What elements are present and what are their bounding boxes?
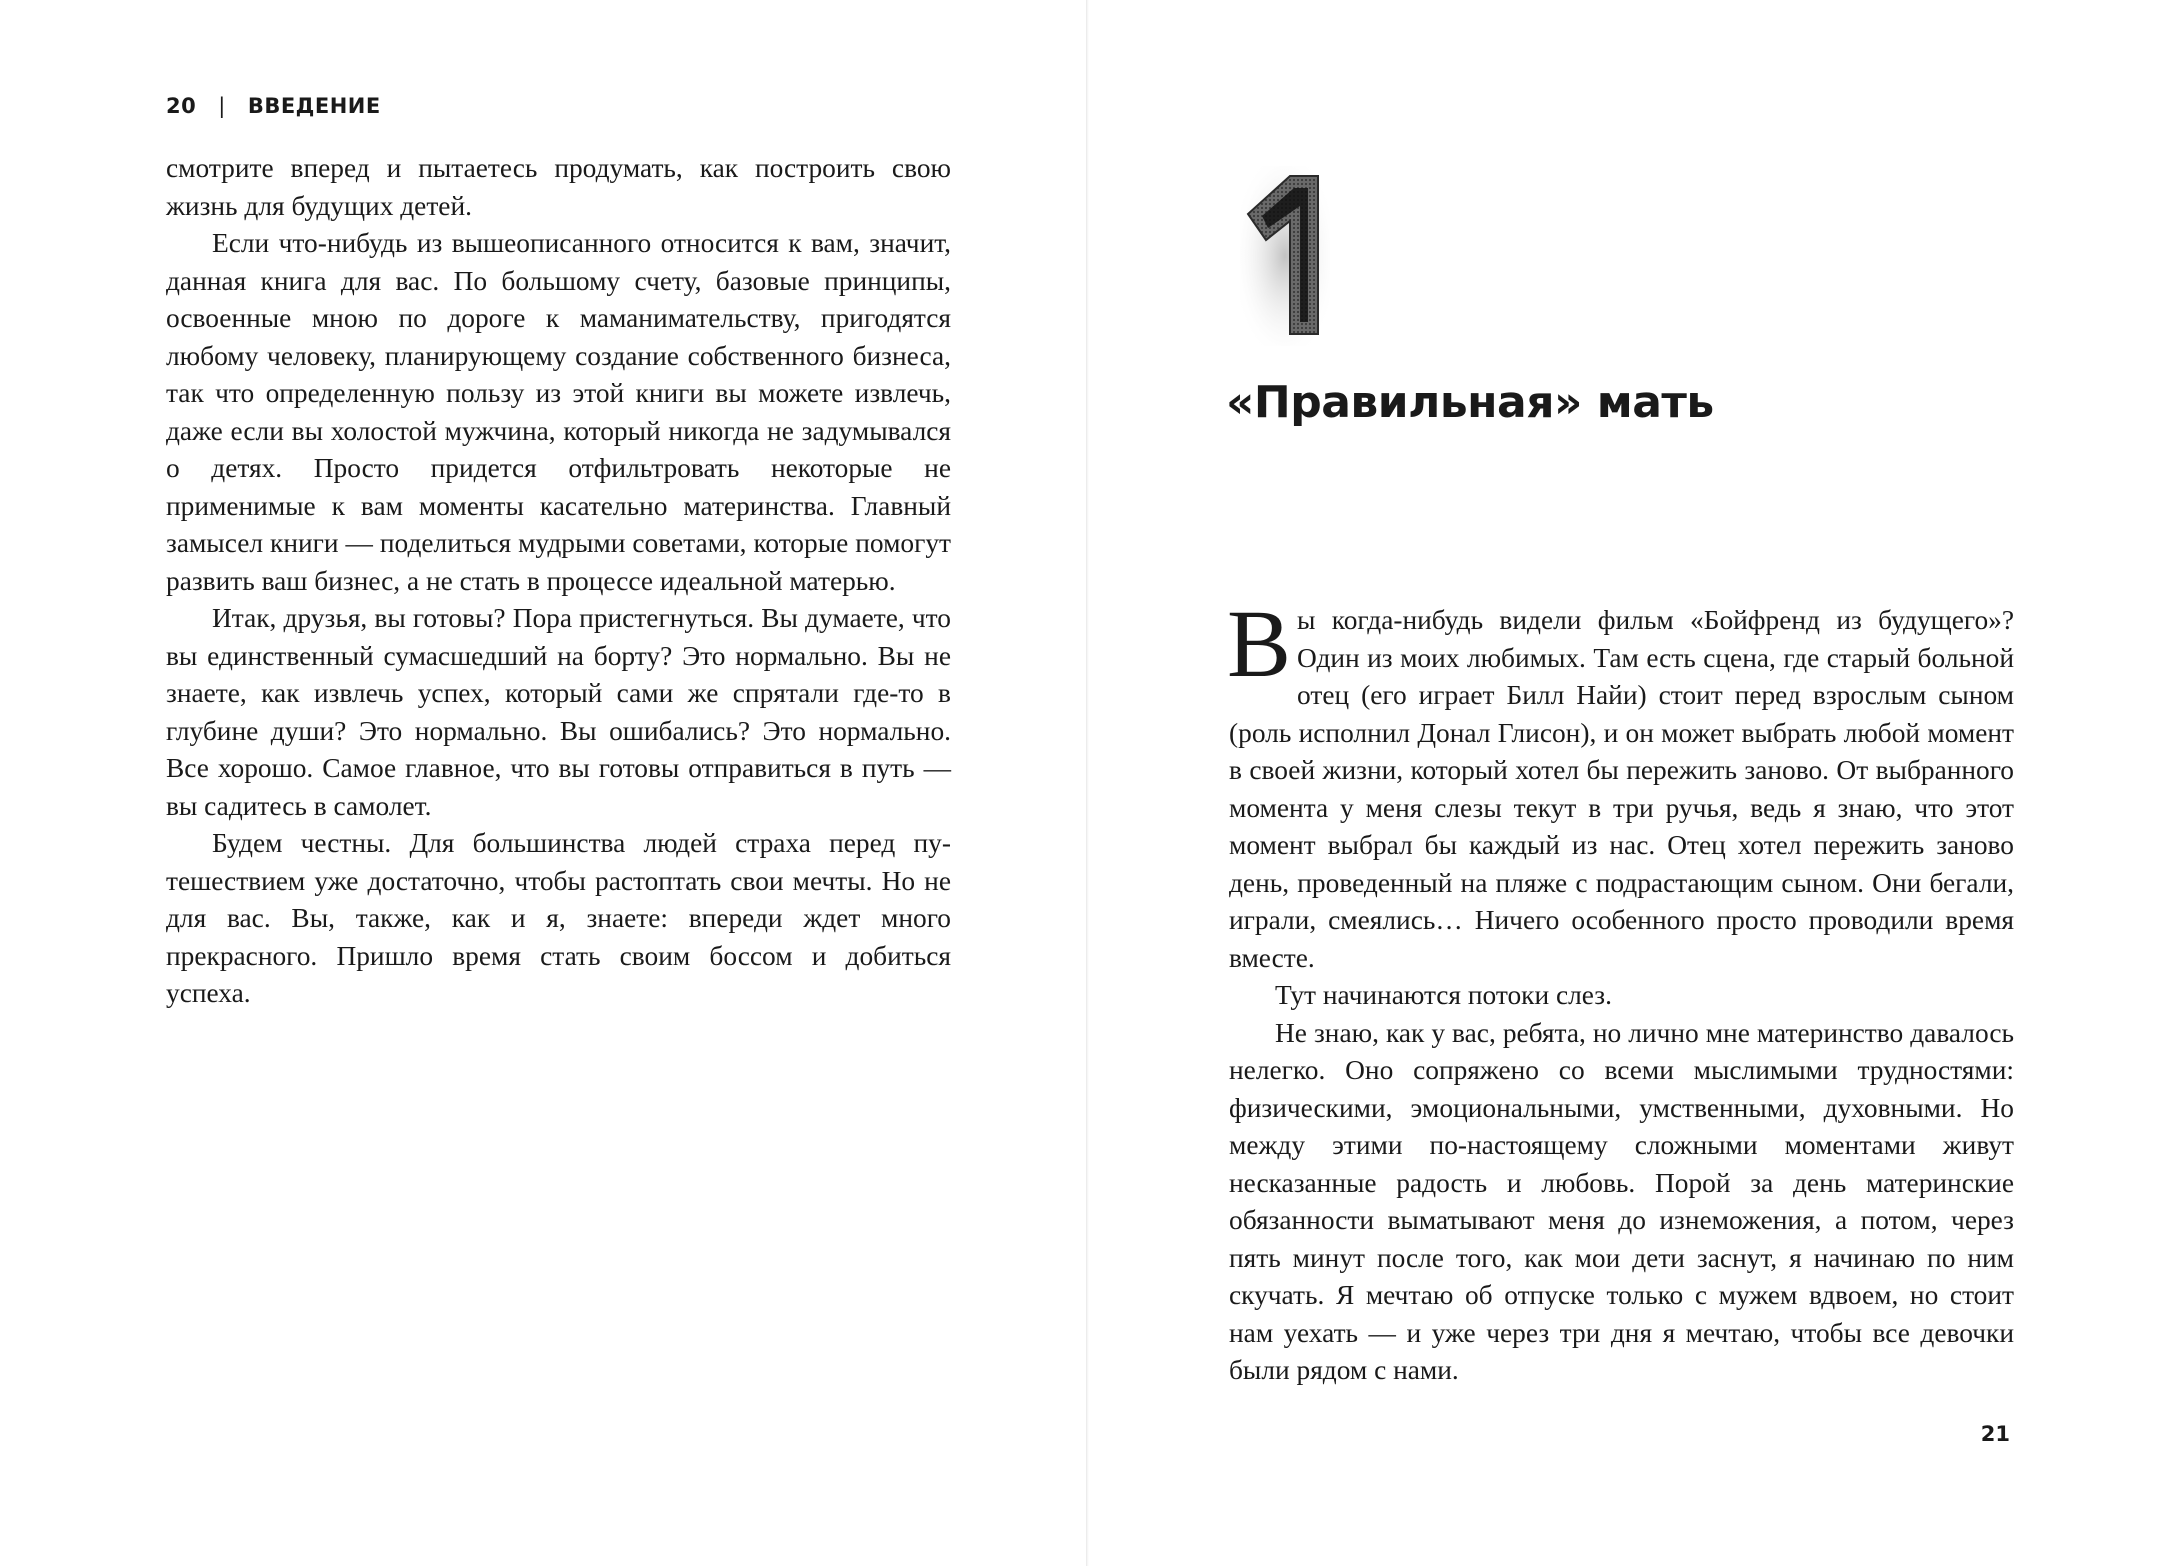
right-paragraph-1-text: ы когда-нибудь видели фильм «Бойфренд из будущего»? Один из моих любимых. Там есть сцена, где старый больной отец (его играет Билл Найи) стоит перед взрослым сыном (роль исполнил Донал Глисон), и он может выбрать любой момент в своей жизни, который хотел бы пережить заново. От выбранного момента у меня слезы текут в три ручья, ведь я знаю, что этот момент выбрал бы каждый из нас. Отец хотел пережить заново день, проведенный на пляже с подрастающим сыном. Они бегали, играли, смеялись… Ничего особенного просто проводили время вместе. bbox=[1229, 605, 2014, 973]
page-number-right: 21 bbox=[1980, 1422, 2010, 1446]
left-paragraph-2: Если что-нибудь из вышеописанного относится к вам, значит, данная книга для вас. По большому счету, базовые принципы, освоенные мною по дороге к маманимательству, пригодятся любому человеку, планирующему создание собственного бизнеса, так что определенную пользу из этой книги вы можете извлечь, даже если вы холостой мужчина, который никогда не задумывался о детях. Просто придется отфильтровать некоторые не применимые к вам моменты касательно материнства. Главный замысел книги — поделиться мудрыми советами, которые помогут развить ваш бизнес, а не стать в процессе идеальной матерью. bbox=[166, 228, 951, 596]
running-head-separator: | bbox=[218, 94, 226, 118]
right-paragraph-3: Не знаю, как у вас, ребята, но лично мне материнство давалось нелегко. Оно сопряжено со всеми мыслимыми трудностями: физическими, эмоциональными, умственными, духовными. Но между этими по-настоящему сложными моментами живут несказанные радость и любовь. Порой за день материнские обязанности выматывают меня до изнеможения, а потом, через пять минут после того, как мои дети заснут, я начинаю по ним скучать. Я мечтаю об отпуске только с мужем вдвоем, но стоит нам уехать — и уже через три дня я мечтаю, чтобы все девочки были рядом с нами. bbox=[1229, 1017, 2014, 1385]
left-paragraph-1: смотрите вперед и пытаетесь продумать, как построить свою жизнь для будущих детей. bbox=[166, 153, 951, 221]
right-paragraph-1 bbox=[1227, 590, 2014, 977]
left-paragraph-4: Будем честны. Для большинства людей страха перед путешествием уже достаточно, чтобы растоптать свои мечты. Но не для вас. Вы, также, как и я, знаете: впереди ждет много прекрасного. Пришло время стать своим боссом и добиться успеха. bbox=[166, 828, 951, 1008]
left-page bbox=[0, 0, 1088, 1566]
chapter-title: «Правильная» мать bbox=[1226, 377, 1714, 428]
section-title: ВВЕДЕНИЕ bbox=[247, 94, 381, 118]
drop-cap: В bbox=[1227, 590, 1292, 697]
running-head bbox=[166, 94, 381, 118]
left-body-text bbox=[166, 150, 951, 1013]
chapter-number-text: 1 bbox=[1284, 285, 1286, 287]
left-paragraph-3: Итак, друзья, вы готовы? Пора пристегнуться. Вы думаете, что вы единственный сумасшедший на борту? Это нормально. Вы не знаете, как извлечь успех, который сами же спрятали где-то в глубине души? Это нормально. Вы ошибались? Это нормально. Все хорошо. Самое главное, что вы готовы отправиться в путь — вы садитесь в самолет. bbox=[166, 603, 951, 821]
page-number-left: 20 bbox=[166, 94, 197, 118]
right-paragraph-2: Тут начинаются потоки слез. bbox=[1275, 980, 1612, 1010]
right-body-text bbox=[1227, 590, 2014, 1390]
chapter-number-graphic bbox=[1240, 166, 1330, 346]
